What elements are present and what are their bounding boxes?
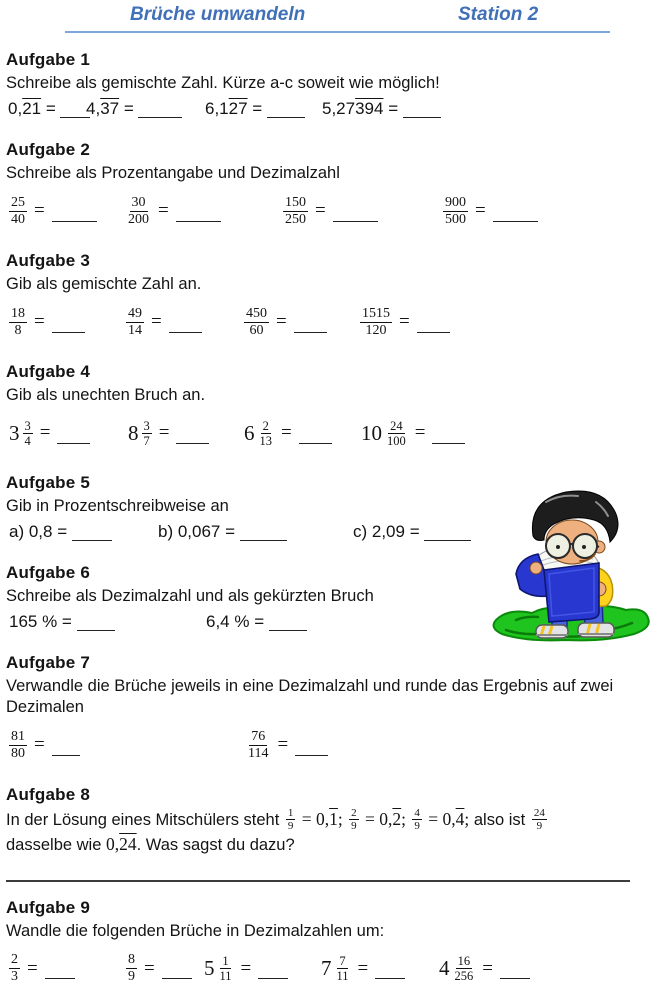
eye-right	[582, 545, 586, 549]
fraction-numerator: 24	[390, 418, 403, 433]
equals-sign: =	[158, 422, 170, 443]
answer-blank	[77, 628, 115, 631]
task-2	[6, 139, 656, 235]
fraction-numerator: 25	[11, 194, 25, 210]
fraction-denominator: 80	[11, 745, 25, 761]
fraction	[9, 195, 27, 227]
equation-item	[360, 298, 450, 346]
fraction	[453, 954, 476, 983]
station-label: Station 2	[458, 4, 539, 25]
equation-row	[6, 97, 656, 124]
equation-item	[244, 298, 327, 346]
equation-item	[205, 99, 305, 119]
fraction-numerator: 18	[11, 305, 25, 321]
fraction	[385, 419, 408, 448]
equation-item	[9, 522, 112, 542]
equals-sign: =	[34, 734, 45, 755]
rich-text-segment: . Was sagst du dazu?	[136, 835, 295, 854]
answer-blank	[424, 538, 471, 541]
fraction-denominator: 114	[248, 745, 269, 761]
fraction-denominator: 9	[414, 820, 420, 833]
answer-blank	[138, 115, 182, 118]
rich-text-segment: ;	[464, 809, 470, 830]
task-instruction: Schreibe als Prozentangabe und Dezimalzahl	[6, 164, 340, 182]
equals-sign: =	[27, 957, 38, 979]
fraction-denominator: 9	[536, 820, 543, 833]
rich-text-segment: ;	[337, 809, 348, 830]
answer-blank	[295, 755, 328, 756]
item-label: c) 2,09 =	[353, 522, 425, 541]
fraction-denominator: 60	[249, 322, 264, 338]
fraction-numerator: 4	[414, 807, 420, 819]
fraction-numerator: 76	[251, 728, 266, 744]
task-instruction: Gib in Prozentschreibweise an	[6, 497, 229, 515]
equals-sign: =	[39, 422, 51, 443]
answer-blank	[294, 332, 327, 333]
fraction	[9, 729, 27, 761]
answer-blank	[52, 221, 97, 222]
equation-row	[6, 409, 656, 457]
answer-blank	[432, 443, 465, 444]
equation-row	[6, 187, 656, 235]
equals-sign: =	[482, 957, 493, 979]
answer-blank	[500, 978, 530, 979]
shoe-left	[536, 625, 568, 638]
equals-sign: =	[383, 99, 403, 118]
answer-blank	[267, 115, 305, 118]
answer-blank	[45, 978, 75, 979]
fraction	[126, 306, 144, 338]
task-7	[6, 652, 656, 769]
fraction-denominator: 13	[259, 433, 272, 448]
fraction-denominator: 200	[128, 211, 149, 227]
fraction	[532, 807, 547, 833]
answer-blank	[417, 332, 450, 333]
rich-text-segment: 0,	[105, 833, 120, 854]
equation-item	[206, 612, 307, 632]
fraction-denominator: 11	[336, 969, 349, 984]
equation-item	[9, 721, 80, 769]
task-heading: Aufgabe 7	[6, 653, 90, 672]
fraction-numerator: 7	[339, 954, 346, 969]
shoe-right	[578, 623, 614, 637]
decimal-prefix: 4,	[86, 99, 101, 118]
equation-item	[9, 409, 90, 457]
equation-item	[126, 945, 192, 984]
mixed-whole-number: 8	[128, 420, 139, 445]
equals-sign: =	[151, 311, 162, 332]
answer-blank	[52, 332, 85, 333]
equation-item	[8, 99, 90, 119]
task-instruction: Verwandle die Brüche jeweils in eine Dezimalzahl und runde das Ergebnis auf zwei Dezimalen	[6, 677, 614, 716]
fraction-numerator: 2	[351, 807, 357, 819]
task-instruction: Wandle die folgenden Brüche in Dezimalzahlen um:	[6, 921, 385, 940]
fraction	[142, 419, 152, 448]
equation-item	[9, 612, 115, 632]
fraction-numerator: 1515	[362, 305, 390, 321]
rich-text-segment: ;	[401, 809, 411, 830]
rich-text-segment: dasselbe wie	[6, 835, 106, 854]
fraction-denominator: 11	[219, 969, 232, 984]
fraction-numerator: 1	[222, 954, 229, 969]
rich-text-segment: also ist	[469, 811, 530, 830]
equation-item	[86, 99, 182, 119]
fraction-numerator: 24	[533, 807, 545, 819]
fraction	[258, 419, 275, 448]
fraction	[283, 195, 308, 227]
periodic-digits: 27	[228, 99, 248, 118]
rich-text-segment: = 0,	[297, 809, 330, 830]
fraction-numerator: 3	[143, 418, 150, 433]
task-instruction: Gib als unechten Bruch an.	[6, 386, 206, 404]
answer-blank	[375, 978, 405, 979]
answer-blank	[269, 628, 307, 631]
boy-reading-clipart	[486, 462, 654, 644]
fraction	[443, 195, 468, 227]
fraction	[335, 954, 351, 983]
equals-sign: =	[247, 99, 267, 118]
task-heading: Aufgabe 2	[6, 140, 90, 159]
fraction	[126, 952, 137, 984]
answer-blank	[176, 221, 221, 222]
mixed-whole-number: 3	[9, 420, 20, 445]
item-label: 165 % =	[9, 612, 77, 631]
fraction-denominator: 120	[365, 322, 387, 338]
fraction-denominator: 500	[445, 211, 466, 227]
equation-row	[6, 298, 656, 346]
mixed-whole-number: 7	[321, 956, 332, 981]
equation-item	[244, 409, 332, 457]
answer-blank	[176, 443, 209, 444]
rich-text-segment: = 0,	[360, 809, 393, 830]
task-heading: Aufgabe 8	[6, 785, 90, 804]
equals-sign: =	[158, 200, 169, 221]
equals-sign: =	[34, 200, 45, 221]
task-instruction: Schreibe als gemischte Zahl. Kürze a-c soweit wie möglich!	[6, 74, 440, 92]
periodic-digits: 37	[100, 99, 120, 118]
item-label: b) 0,067 =	[158, 522, 240, 541]
answer-blank	[169, 332, 202, 333]
equals-sign: =	[119, 99, 139, 118]
equation-item	[126, 298, 202, 346]
periodic-digits: 2	[392, 809, 402, 830]
answer-blank	[72, 538, 112, 541]
fraction	[218, 954, 234, 983]
fraction-numerator: 2	[11, 952, 18, 968]
task-heading: Aufgabe 4	[6, 362, 90, 381]
equals-sign: =	[281, 422, 292, 443]
equation-item	[361, 409, 465, 457]
mixed-whole-number: 6	[244, 420, 255, 445]
decimal-prefix: 0,	[8, 99, 23, 118]
fraction	[126, 195, 151, 227]
answer-blank	[333, 221, 378, 222]
equals-sign: =	[315, 200, 326, 221]
rich-text-segment: = 0,	[423, 809, 456, 830]
task-heading: Aufgabe 5	[6, 473, 90, 492]
header-rule	[65, 31, 610, 33]
periodic-digits: 21	[22, 99, 42, 118]
mixed-whole-number: 5	[204, 956, 215, 981]
equation-row	[6, 721, 656, 769]
equation-item	[321, 945, 405, 984]
fraction	[286, 807, 296, 833]
task-1	[6, 49, 656, 124]
equals-sign: =	[41, 99, 61, 118]
fraction-denominator: 256	[454, 969, 474, 984]
fraction-denominator: 9	[128, 969, 135, 984]
equals-sign: =	[357, 957, 369, 979]
task-3	[6, 250, 656, 346]
fraction-denominator: 250	[285, 211, 306, 227]
fraction-numerator: 30	[131, 194, 146, 210]
task-heading: Aufgabe 1	[6, 50, 90, 69]
decimal-prefix: 6,1	[205, 99, 229, 118]
task-heading: Aufgabe 3	[6, 251, 90, 270]
task-instruction: Schreibe als Dezimalzahl und als gekürzten Bruch	[6, 587, 374, 605]
hand-left	[530, 562, 542, 574]
equation-item	[9, 298, 85, 346]
eye-left	[556, 545, 560, 549]
fraction-denominator: 14	[128, 322, 142, 338]
fraction-numerator: 450	[246, 305, 267, 321]
answer-blank	[240, 538, 287, 541]
fraction-numerator: 3	[24, 418, 31, 433]
fraction-numerator: 8	[128, 952, 135, 968]
periodic-digits: 24	[119, 833, 137, 854]
task-8	[6, 784, 656, 882]
fraction-numerator: 1	[287, 807, 294, 819]
fraction-numerator: 16	[457, 954, 471, 969]
equals-sign: =	[240, 957, 252, 979]
equation-item	[322, 99, 441, 119]
periodic-digits: 4	[455, 809, 465, 830]
answer-blank	[299, 443, 332, 444]
answer-blank	[403, 115, 441, 118]
equation-item	[283, 187, 378, 235]
fraction-denominator: 3	[11, 969, 18, 984]
fraction-numerator: 150	[285, 194, 306, 210]
decimal-prefix: 5,27	[322, 99, 356, 118]
task-9	[6, 897, 656, 984]
fraction	[349, 807, 359, 833]
fraction-denominator: 40	[11, 211, 25, 227]
fraction	[23, 419, 33, 448]
fraction	[412, 807, 422, 833]
mixed-whole-number: 10	[361, 420, 382, 445]
equals-sign: =	[277, 734, 289, 755]
answer-blank	[57, 443, 90, 444]
equation-item	[443, 187, 538, 235]
fraction	[246, 729, 270, 761]
task-heading: Aufgabe 9	[6, 897, 90, 917]
fraction-denominator: 7	[143, 433, 150, 448]
task-instruction: Gib als gemischte Zahl an.	[6, 275, 202, 293]
fraction-numerator: 2	[262, 418, 269, 433]
equals-sign: =	[414, 422, 426, 443]
answer-blank	[162, 978, 192, 979]
rich-text-segment: In der Lösung eines Mitschülers steht	[6, 811, 284, 830]
item-label: a) 0,8 =	[9, 522, 72, 541]
equation-item	[126, 187, 221, 235]
equation-item	[9, 945, 75, 984]
fraction-denominator: 9	[287, 820, 294, 833]
task-4	[6, 361, 656, 457]
equals-sign: =	[475, 200, 486, 221]
fraction	[360, 306, 392, 338]
equals-sign: =	[276, 311, 287, 332]
fraction	[9, 306, 27, 338]
equation-item	[246, 721, 328, 769]
answer-line	[6, 880, 630, 882]
fraction-denominator: 4	[24, 433, 31, 448]
equals-sign: =	[399, 311, 410, 332]
answer-blank	[258, 978, 288, 979]
equation-item	[158, 522, 287, 542]
equation-item	[353, 522, 471, 542]
fraction-denominator: 100	[387, 433, 406, 448]
periodic-digits: 1	[329, 809, 338, 830]
fraction-numerator: 49	[128, 305, 142, 321]
equals-sign: =	[34, 311, 45, 332]
fraction-numerator: 81	[11, 728, 25, 744]
fraction-denominator: 9	[351, 820, 357, 833]
task-rich-text	[6, 808, 648, 856]
fraction	[9, 952, 20, 984]
answer-blank	[493, 221, 538, 222]
equals-sign: =	[144, 957, 155, 979]
task-heading: Aufgabe 6	[6, 563, 90, 582]
equation-item	[204, 945, 288, 984]
fraction-denominator: 8	[14, 322, 22, 338]
equation-item	[128, 409, 209, 457]
fraction-numerator: 900	[445, 194, 466, 210]
worksheet-header	[0, 0, 656, 34]
mixed-whole-number: 4	[439, 956, 450, 981]
equation-row	[6, 945, 656, 984]
fraction	[244, 306, 269, 338]
periodic-digits: 394	[355, 99, 384, 118]
equation-item	[9, 187, 97, 235]
equation-item	[439, 945, 530, 984]
page-title: Brüche umwandeln	[130, 4, 306, 25]
answer-blank	[52, 755, 80, 756]
item-label: 6,4 % =	[206, 612, 269, 631]
